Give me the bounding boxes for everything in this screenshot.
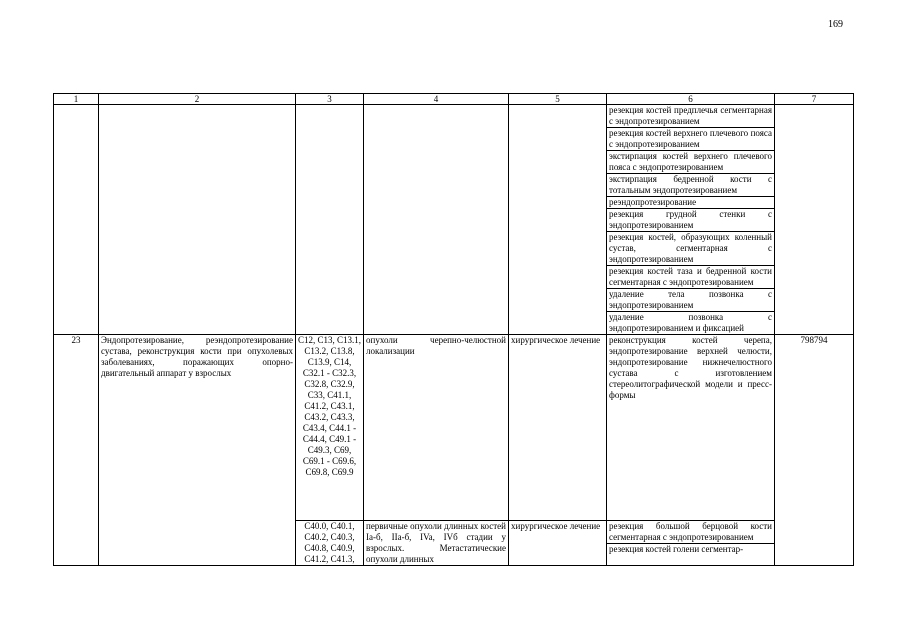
header-col-3: 3 [296, 94, 364, 105]
method-item: резекция костей верхнего плечевого пояса с эндопротезированием [609, 128, 772, 149]
page-number: 169 [828, 19, 843, 30]
cell-codes: С40.0, С40.1, С40.2, С40.3, С40.8, С40.9, С41.2, С41.3, [296, 521, 364, 566]
header-col-1: 1 [54, 94, 99, 105]
cell-model: первичные опухоли длинных костей Ia-б, IIa-б, IVa, IVб стадии у взрослых. Метастатические опухоли длинных [364, 521, 509, 566]
method-item: резекция большой берцовой кости сегментарная с эндопротезированием [609, 521, 772, 542]
method-item: экстирпация костей верхнего плечевого пояса с эндопротезированием [609, 151, 772, 172]
method-item: резекция костей голени сегментар- [609, 544, 744, 554]
method-item: реэндопротезирование [607, 197, 774, 209]
cell-number: 23 [54, 335, 99, 566]
cell-method: реконструкция костей черепа, эндопротезирование верхней челюсти, эндопротезирование нижнечелюстного сустава с изготовлением стереолитографической модели и пресс-формы [607, 335, 775, 521]
table-row-23 [54, 335, 854, 521]
medical-care-table [53, 93, 854, 566]
cell-treatment [509, 105, 607, 335]
cell-treatment: хирургическое лечение [509, 335, 607, 521]
cell-treatment: хирургическое лечение [509, 521, 607, 566]
header-col-6: 6 [607, 94, 775, 105]
cell-description: Эндопротезирование, реэндопротезирование сустава, реконструкция кости при опухолевых заболеваниях, поражающих опорно-двигательный аппарат у взрослых [99, 335, 296, 566]
cell-cost [775, 105, 854, 335]
method-item: удаление позвонка с эндопротезированием и фиксацией [609, 312, 772, 333]
cell-model: опухоли черепно-челюстной локализации [364, 335, 509, 521]
method-item: резекция костей таза и бедренной кости сегментарная с эндопротезированием [609, 266, 772, 287]
method-item: экстирпация бедренной кости с тотальным эндопротезированием [609, 174, 772, 195]
cell-description [99, 105, 296, 335]
cell-model [364, 105, 509, 335]
cell-cost: 798794 [775, 335, 854, 566]
cell-methods [607, 105, 775, 335]
method-item: резекция грудной стенки с эндопротезированием [609, 209, 772, 230]
cell-number [54, 105, 99, 335]
table-header-row [54, 94, 854, 105]
method-item: резекция костей, образующих коленный сустав, сегментарная с эндопротезированием [609, 232, 772, 264]
table-row-continued [54, 105, 854, 335]
cell-codes: С12, С13, С13.1, С13.2, С13.8, С13.9, С14, С32.1 - С32.3, С32.8, С32.9, С33, С41.1, С41.2, С43.1, С43.2, С43.3, С43.4, С44.1 - С44.4, С49.1 - С49.3, С69, С69.1 - С69.6, С69.8, С69.9 [296, 335, 364, 521]
header-col-5: 5 [509, 94, 607, 105]
method-item: удаление тела позвонка с эндопротезированием [609, 289, 772, 310]
cell-methods [607, 521, 775, 566]
header-col-7: 7 [775, 94, 854, 105]
method-item: резекция костей предплечья сегментарная с эндопротезированием [609, 105, 772, 126]
cell-codes [296, 105, 364, 335]
header-col-2: 2 [99, 94, 296, 105]
header-col-4: 4 [364, 94, 509, 105]
